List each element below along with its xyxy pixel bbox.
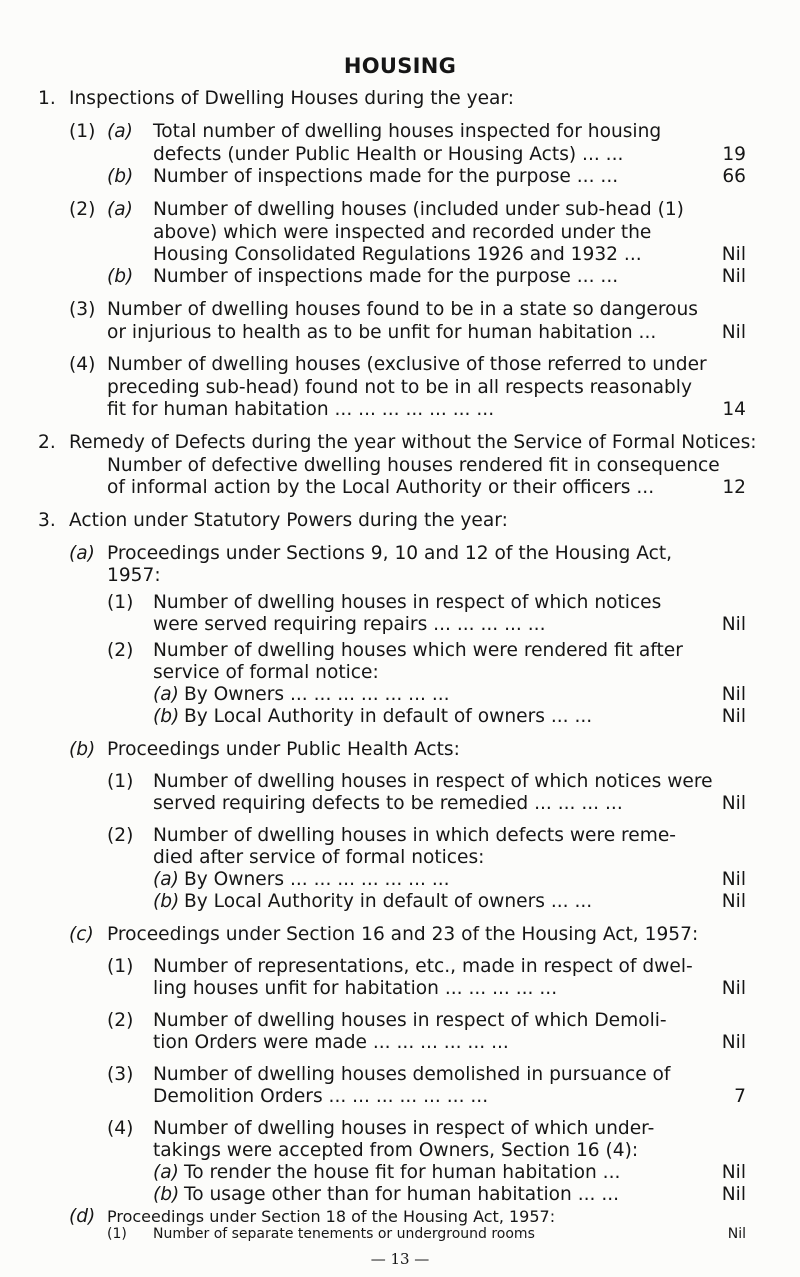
item-text: died after service of formal notices: bbox=[153, 847, 485, 868]
item-text: served requiring defects to be remedied ... ... ... ... bbox=[153, 793, 623, 814]
sub-label: (a) bbox=[153, 869, 179, 890]
sub-label: (b) bbox=[153, 1184, 180, 1205]
sub-label: (a) bbox=[153, 1162, 179, 1183]
sub-label: (b) bbox=[153, 891, 180, 912]
section-heading: Inspections of Dwelling Houses during the year: bbox=[69, 88, 515, 109]
item-value: Nil bbox=[721, 978, 746, 999]
item-text: To usage other than for human habitation ... ... bbox=[184, 1184, 620, 1205]
item-text: Number of dwelling houses (included under sub-head (1) bbox=[153, 199, 684, 220]
subsection-heading: Proceedings under Public Health Acts: bbox=[107, 739, 460, 760]
subsection-heading: Proceedings under Section 18 of the Housing Act, 1957: bbox=[107, 1207, 556, 1226]
subsection-heading: 1957: bbox=[107, 565, 161, 586]
sub-label: (c) bbox=[69, 924, 94, 945]
item-text: Number of separate tenements or underground rooms bbox=[153, 1226, 535, 1242]
item-number: (2) bbox=[107, 825, 134, 846]
item-number: (2) bbox=[69, 199, 96, 220]
item-number: (1) bbox=[107, 956, 134, 977]
sub-label: (a) bbox=[107, 199, 133, 220]
section-heading: Remedy of Defects during the year without the Service of Formal Notices: bbox=[69, 432, 757, 453]
item-number: (3) bbox=[69, 299, 96, 320]
sub-label: (a) bbox=[107, 121, 133, 142]
item-value: Nil bbox=[721, 244, 746, 265]
item-value: Nil bbox=[721, 891, 746, 912]
item-number: (1) bbox=[107, 771, 134, 792]
item-text: tion Orders were made ... ... ... ... ... ... bbox=[153, 1032, 509, 1053]
item-number: (2) bbox=[107, 640, 134, 661]
item-value: Nil bbox=[721, 869, 746, 890]
item-number: (1) bbox=[107, 1226, 127, 1242]
item-text: Number of dwelling houses which were rendered fit after bbox=[153, 640, 683, 661]
item-text: preceding sub-head) found not to be in all respects reasonably bbox=[107, 377, 692, 398]
item-text: Housing Consolidated Regulations 1926 and 1932 ... bbox=[153, 244, 642, 265]
page-title: HOUSING bbox=[343, 54, 457, 78]
item-number: (4) bbox=[69, 354, 96, 375]
item-value: Nil bbox=[721, 684, 746, 705]
item-number: (1) bbox=[69, 121, 96, 142]
item-text: ling houses unfit for habitation ... ... ... ... ... bbox=[153, 978, 558, 999]
item-text: Number of dwelling houses in respect of which notices were bbox=[153, 771, 713, 792]
item-text: Number of dwelling houses (exclusive of those referred to under bbox=[107, 354, 707, 375]
item-text: of informal action by the Local Authority or their officers ... bbox=[107, 477, 655, 498]
sub-label: (a) bbox=[153, 684, 179, 705]
item-text: By Owners ... ... ... ... ... ... ... bbox=[184, 684, 450, 705]
item-value: Nil bbox=[727, 1226, 746, 1242]
item-value: Nil bbox=[721, 322, 746, 343]
item-text: Number of dwelling houses in which defects were reme- bbox=[153, 825, 676, 846]
item-text: defects (under Public Health or Housing Acts) ... ... bbox=[153, 144, 624, 165]
item-number: (4) bbox=[107, 1118, 134, 1139]
item-text: By Local Authority in default of owners ... ... bbox=[184, 891, 593, 912]
item-text: or injurious to health as to be unfit for human habitation ... bbox=[107, 322, 657, 343]
item-text: Number of inspections made for the purpose ... ... bbox=[153, 266, 619, 287]
item-value: Nil bbox=[721, 614, 746, 635]
item-text: Number of dwelling houses in respect of which under- bbox=[153, 1118, 655, 1139]
item-text: Total number of dwelling houses inspected for housing bbox=[153, 121, 662, 142]
sub-label: (b) bbox=[153, 706, 180, 727]
item-text: By Local Authority in default of owners ... ... bbox=[184, 706, 593, 727]
sub-label: (b) bbox=[69, 739, 96, 760]
item-text: Number of dwelling houses demolished in pursuance of bbox=[153, 1064, 671, 1085]
item-text: Number of dwelling houses found to be in a state so dangerous bbox=[107, 299, 698, 320]
item-value: 14 bbox=[722, 399, 746, 420]
item-value: 7 bbox=[734, 1086, 746, 1107]
item-value: Nil bbox=[721, 1184, 746, 1205]
item-text: Demolition Orders ... ... ... ... ... ... ... bbox=[153, 1086, 489, 1107]
item-text: Number of representations, etc., made in respect of dwel- bbox=[153, 956, 693, 977]
item-text: To render the house fit for human habitation ... bbox=[184, 1162, 621, 1183]
item-value: 66 bbox=[722, 166, 746, 187]
sub-label: (b) bbox=[107, 266, 134, 287]
sub-label: (d) bbox=[69, 1206, 96, 1227]
item-number: (2) bbox=[107, 1010, 134, 1031]
item-value: 12 bbox=[722, 477, 746, 498]
section-number: 2. bbox=[38, 432, 56, 453]
item-text: Number of dwelling houses in respect of which Demoli- bbox=[153, 1010, 667, 1031]
subsection-heading: Proceedings under Sections 9, 10 and 12 of the Housing Act, bbox=[107, 543, 673, 564]
item-value: Nil bbox=[721, 793, 746, 814]
item-text: Number of dwelling houses in respect of which notices bbox=[153, 592, 662, 613]
item-text: above) which were inspected and recorded under the bbox=[153, 222, 652, 243]
sub-label: (a) bbox=[69, 543, 95, 564]
page-number: — 13 — bbox=[370, 1250, 430, 1268]
section-heading: Action under Statutory Powers during the year: bbox=[69, 510, 508, 531]
item-value: Nil bbox=[721, 706, 746, 727]
item-text: service of formal notice: bbox=[153, 662, 379, 683]
item-text: fit for human habitation ... ... ... ... ... ... ... bbox=[107, 399, 495, 420]
item-text: takings were accepted from Owners, Section 16 (4): bbox=[153, 1140, 639, 1161]
item-text: By Owners ... ... ... ... ... ... ... bbox=[184, 869, 450, 890]
section-number: 1. bbox=[38, 88, 56, 109]
item-text: Number of inspections made for the purpose ... ... bbox=[153, 166, 619, 187]
section-number: 3. bbox=[38, 510, 56, 531]
item-value: Nil bbox=[721, 1162, 746, 1183]
item-value: Nil bbox=[721, 1032, 746, 1053]
item-number: (3) bbox=[107, 1064, 134, 1085]
subsection-heading: Proceedings under Section 16 and 23 of the Housing Act, 1957: bbox=[107, 924, 699, 945]
item-text: were served requiring repairs ... ... ... ... ... bbox=[153, 614, 546, 635]
item-value: Nil bbox=[721, 266, 746, 287]
item-number: (1) bbox=[107, 592, 134, 613]
item-value: 19 bbox=[722, 144, 746, 165]
sub-label: (b) bbox=[107, 166, 134, 187]
item-text: Number of defective dwelling houses rendered fit in consequence bbox=[107, 455, 720, 476]
